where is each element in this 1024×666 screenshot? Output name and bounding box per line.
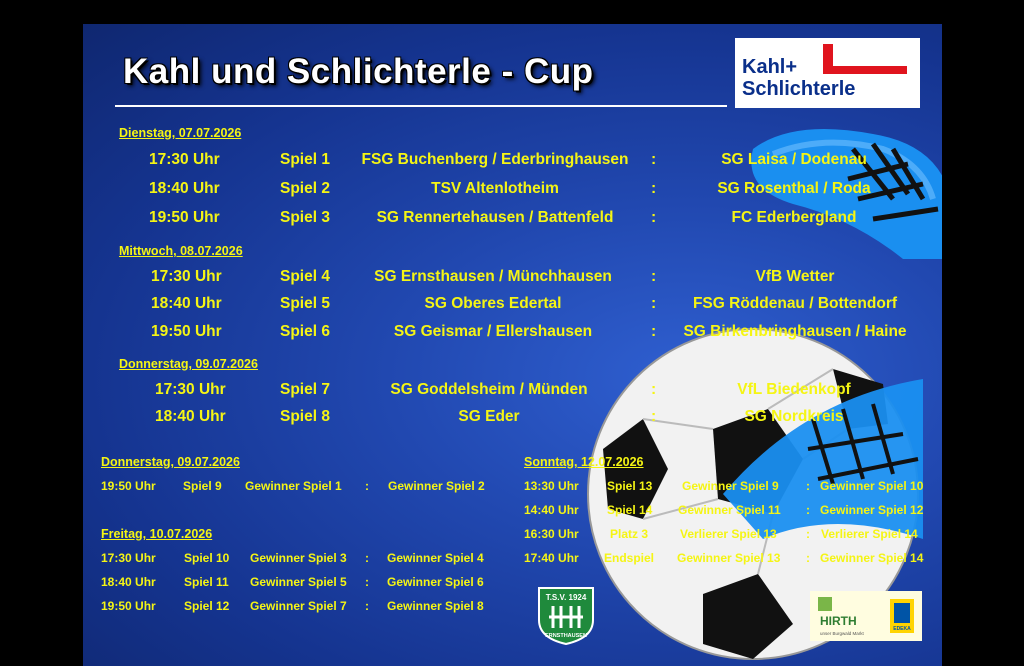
home-team: TSV Altenlotheim: [431, 180, 559, 197]
day-heading: Donnerstag, 09.07.2026: [119, 357, 258, 371]
home-team: SG Rennertehausen / Battenfeld: [376, 209, 614, 226]
sponsor-tagline: unser Burgwald Markt: [820, 631, 864, 636]
home-team: Gewinner Spiel 5: [250, 575, 347, 589]
home-team: FSG Buchenberg / Ederbringhausen: [361, 151, 629, 168]
away-team: Verlierer Spiel 14: [821, 527, 918, 541]
match-number: Spiel 5: [280, 295, 330, 312]
home-team: SG Eder: [458, 408, 520, 425]
match-time: 16:30 Uhr: [524, 527, 579, 541]
match-number: Spiel 8: [280, 408, 330, 425]
match-number: Spiel 3: [280, 209, 330, 226]
match-separator: :: [651, 268, 657, 285]
match-separator: :: [806, 503, 810, 517]
away-team: Gewinner Spiel 12: [820, 503, 924, 517]
match-number: Spiel 2: [280, 180, 330, 197]
match-number: Spiel 11: [184, 575, 229, 589]
match-separator: :: [806, 527, 810, 541]
match-separator: :: [651, 323, 657, 340]
away-team: SG Laisa / Dodenau: [721, 151, 867, 168]
away-team: VfB Wetter: [755, 268, 835, 285]
match-number: Spiel 7: [280, 381, 330, 398]
match-separator: :: [651, 381, 657, 398]
match-number: Spiel 9: [183, 479, 222, 493]
match-number: Spiel 12: [184, 599, 230, 613]
match-separator: :: [651, 408, 657, 425]
match-separator: :: [365, 479, 369, 493]
match-time: 19:50 Uhr: [149, 209, 220, 226]
match-time: 17:30 Uhr: [101, 551, 156, 565]
match-number: Spiel 10: [184, 551, 230, 565]
home-team: Gewinner Spiel 11: [678, 503, 781, 517]
away-team: FSG Röddenau / Bottendorf: [692, 295, 898, 312]
home-team: Verlierer Spiel 13: [680, 527, 777, 541]
away-team: SG Birkenbringhausen / Haine: [683, 323, 907, 340]
match-time: 18:40 Uhr: [101, 575, 156, 589]
away-team: VfL Biedenkopf: [737, 381, 851, 398]
away-team: Gewinner Spiel 4: [387, 551, 484, 565]
match-separator: :: [651, 151, 657, 168]
match-time: 18:40 Uhr: [151, 295, 222, 312]
sponsor-name: HIRTH: [820, 614, 857, 628]
match-number: Endspiel: [604, 551, 655, 565]
match-number: Spiel 14: [607, 503, 653, 517]
match-time: 19:50 Uhr: [151, 323, 222, 340]
match-time: 17:30 Uhr: [149, 151, 220, 168]
match-separator: :: [651, 180, 657, 197]
day-heading: Sonntag, 12.07.2026: [524, 455, 644, 469]
home-team: SG Geismar / Ellershausen: [393, 323, 593, 340]
away-team: Gewinner Spiel 2: [388, 479, 485, 493]
match-number: Platz 3: [610, 527, 649, 541]
page-title: Kahl und Schlichterle - Cup: [123, 52, 594, 91]
logo-text-line2: Schlichterle: [742, 78, 856, 100]
away-team: Gewinner Spiel 8: [387, 599, 484, 613]
match-number: Spiel 13: [607, 479, 653, 493]
away-team: Gewinner Spiel 6: [387, 575, 484, 589]
away-team: SG Rosenthal / Roda: [717, 180, 871, 197]
logo-mark-icon: [815, 42, 910, 76]
away-team: SG Nordkreis: [744, 408, 844, 425]
home-team: Gewinner Spiel 7: [250, 599, 347, 613]
tsv-ernsthausen-logo: [535, 584, 597, 646]
home-team: SG Oberes Edertal: [424, 295, 562, 312]
poster: [83, 24, 942, 666]
match-number: Spiel 6: [280, 323, 330, 340]
match-time: 17:30 Uhr: [155, 381, 226, 398]
home-team: Gewinner Spiel 3: [250, 551, 347, 565]
match-separator: :: [806, 551, 810, 565]
home-team: SG Ernsthausen / Münchhausen: [374, 268, 612, 285]
match-separator: :: [365, 575, 369, 589]
match-separator: :: [365, 599, 369, 613]
match-time: 13:30 Uhr: [524, 479, 579, 493]
day-heading: Mittwoch, 08.07.2026: [119, 244, 243, 258]
home-team: Gewinner Spiel 13: [677, 551, 781, 565]
match-separator: :: [365, 551, 369, 565]
sponsor-logo: [810, 591, 922, 641]
home-team: Gewinner Spiel 9: [682, 479, 779, 493]
match-time: 19:50 Uhr: [101, 479, 156, 493]
match-separator: :: [651, 295, 657, 312]
match-time: 19:50 Uhr: [101, 599, 156, 613]
day-heading: Dienstag, 07.07.2026: [119, 126, 242, 140]
match-separator: :: [651, 209, 657, 226]
sponsor-logo-graphic: [810, 591, 922, 641]
sponsor-brand: EDEKA: [893, 626, 911, 632]
title-divider: [115, 105, 727, 107]
day-heading: Donnerstag, 09.07.2026: [101, 455, 240, 469]
away-team: FC Ederbergland: [731, 209, 857, 226]
match-time: 18:40 Uhr: [149, 180, 220, 197]
match-separator: :: [806, 479, 810, 493]
match-number: Spiel 4: [280, 268, 330, 285]
away-team: Gewinner Spiel 10: [820, 479, 924, 493]
match-time: 17:40 Uhr: [524, 551, 579, 565]
home-team: SG Goddelsheim / Münden: [390, 381, 588, 398]
match-number: Spiel 1: [280, 151, 330, 168]
match-time: 14:40 Uhr: [524, 503, 579, 517]
club-logo-bottom-text: ERNSTHAUSEN: [545, 633, 587, 639]
kahl-schlichterle-logo: [735, 38, 920, 108]
club-logo-top-text: T.S.V. 1924: [545, 593, 587, 602]
logo-text-line1: Kahl+: [742, 56, 798, 78]
away-team: Gewinner Spiel 14: [820, 551, 924, 565]
match-time: 18:40 Uhr: [155, 408, 226, 425]
home-team: Gewinner Spiel 1: [245, 479, 342, 493]
match-time: 17:30 Uhr: [151, 268, 222, 285]
day-heading: Freitag, 10.07.2026: [101, 527, 213, 541]
